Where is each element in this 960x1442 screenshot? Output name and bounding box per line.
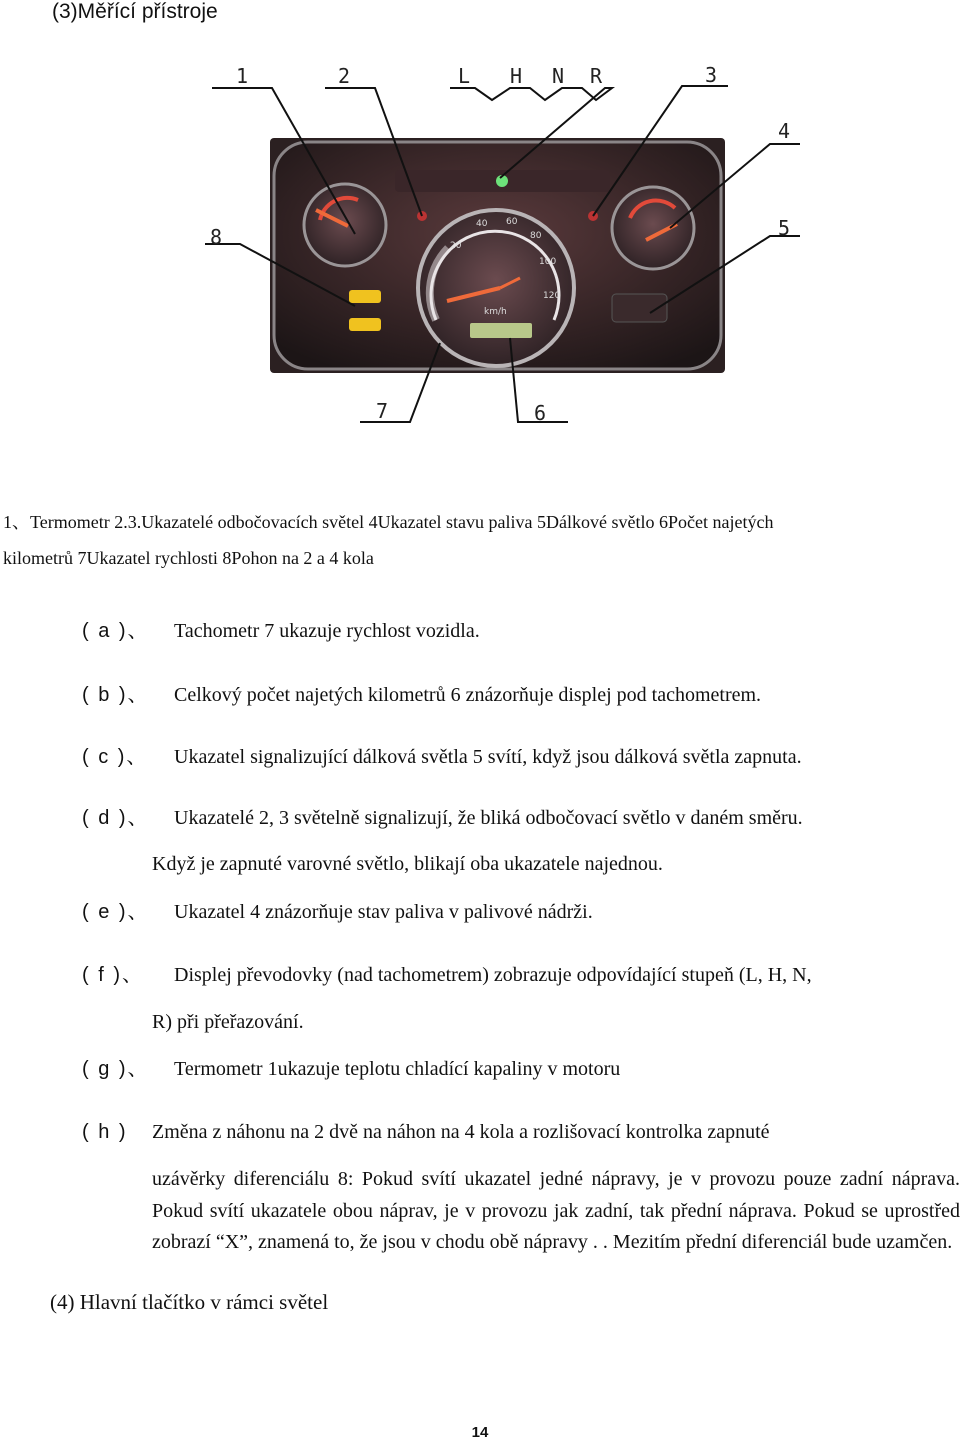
list-item-g xyxy=(82,1054,960,1084)
section-subheading: (4) Hlavní tlačítko v rámci světel xyxy=(50,1290,329,1314)
legend-row: 1、Termometr 2.3.Ukazatelé odbočovacích světel 4Ukazatel stavu paliva 5Dálkové světlo 6Počet najetých xyxy=(3,512,774,532)
item-marker: ( g )、 xyxy=(82,1058,150,1080)
item-f-continuation: R) při přeřazování. xyxy=(152,1011,304,1033)
item-marker: ( e )、 xyxy=(82,901,150,923)
svg-text:120: 120 xyxy=(543,291,561,301)
list-item-d xyxy=(82,803,960,833)
callout-7: 7 xyxy=(376,399,389,423)
instrument-cluster-photo xyxy=(270,138,725,373)
svg-text:20: 20 xyxy=(450,241,462,251)
list-item-c xyxy=(82,742,960,772)
legend-row: kilometrů 7Ukazatel rychlosti 8Pohon na 2 a 4 kola xyxy=(3,548,374,568)
item-text: Změna z náhonu na 2 dvě na náhon na 4 kola a rozlišovací kontrolka zapnuté xyxy=(152,1121,770,1143)
item-marker: ( c )、 xyxy=(82,746,149,768)
callout-2: 2 xyxy=(338,64,351,88)
item-text: Celkový počet najetých kilometrů 6 znázorňuje displej pod tachometrem. xyxy=(174,684,762,706)
svg-text:80: 80 xyxy=(530,231,542,241)
item-marker: ( d )、 xyxy=(82,807,150,829)
svg-text:100: 100 xyxy=(539,257,557,267)
list-item-f xyxy=(82,960,960,990)
item-marker: ( a )、 xyxy=(82,620,150,642)
svg-text:km/h: km/h xyxy=(484,307,507,317)
callout-1: 1 xyxy=(236,64,249,88)
item-d-continuation: Když je zapnuté varovné světlo, blikají oba ukazatele najednou. xyxy=(152,853,663,875)
callout-6: 6 xyxy=(534,401,547,425)
callout-3: 3 xyxy=(705,63,718,87)
item-marker: ( h ) xyxy=(82,1121,128,1143)
callout-4: 4 xyxy=(778,119,791,143)
item-text: Displej převodovky (nad tachometrem) zobrazuje odpovídající stupeň (L, H, N, xyxy=(174,964,812,986)
svg-text:60: 60 xyxy=(506,217,518,227)
list-item-e xyxy=(82,897,960,927)
list-item-a xyxy=(82,616,960,646)
item-text: Tachometr 7 ukazuje rychlost vozidla. xyxy=(174,620,480,642)
callout-H: H xyxy=(510,64,523,88)
callout-8: 8 xyxy=(210,225,223,249)
section-title: (3)Měřící přístroje xyxy=(52,0,218,23)
item-text: Ukazatelé 2, 3 světelně signalizují, že bliká odbočovací světlo v daném směru. xyxy=(174,807,803,829)
callout-5: 5 xyxy=(778,216,791,240)
callout-N: N xyxy=(552,64,565,88)
page-number: 14 xyxy=(471,1424,489,1441)
callout-L: L xyxy=(458,64,471,88)
callout-R: R xyxy=(590,64,603,88)
item-text: Termometr 1ukazuje teplotu chladící kapaliny v motoru xyxy=(174,1058,621,1080)
figure-legend xyxy=(3,504,958,576)
dashboard-figure xyxy=(200,58,820,430)
item-marker: ( b )、 xyxy=(82,684,150,706)
list-item-h xyxy=(82,1117,960,1147)
item-marker: ( f )、 xyxy=(82,964,144,986)
item-text: Ukazatel signalizující dálková světla 5 svítí, když jsou dálková světla zapnuta. xyxy=(174,746,802,768)
svg-text:40: 40 xyxy=(476,219,488,229)
item-text: Ukazatel 4 znázorňuje stav paliva v palivové nádrži. xyxy=(174,901,593,923)
list-item-b xyxy=(82,680,960,710)
item-h-continuation: uzávěrky diferenciálu 8: Pokud svítí ukazatel jedné nápravy, je v provozu pouze zadní náprava. Pokud svítí ukazatele obou náprav, je v provozu jak zadní, tak přední náprava. Pokud se uprostřed zobrazí “X”, znamená to, že jsou v chodu obě nápravy . . Mezitím přední diferenciál bude uzamčen. xyxy=(152,1168,960,1253)
